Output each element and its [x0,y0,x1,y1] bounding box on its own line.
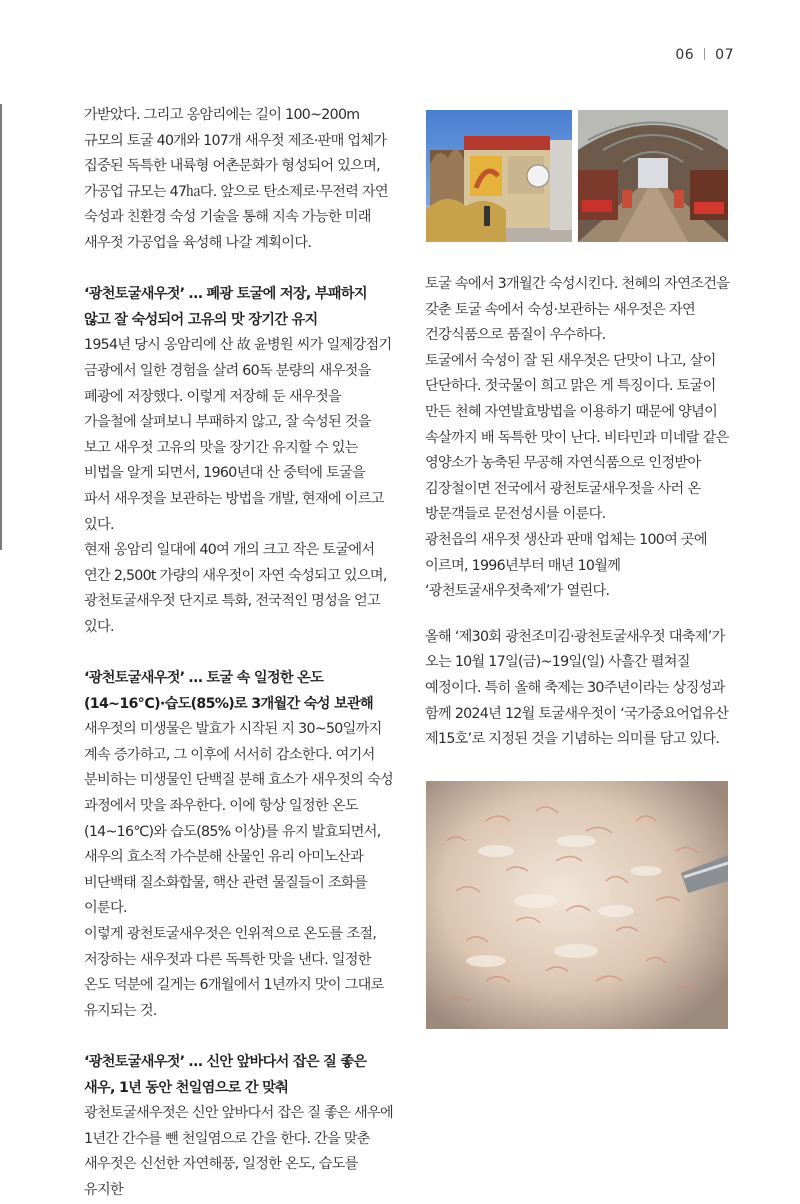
right-column [425,272,731,753]
right-paragraph-1: 토굴 속에서 3개월간 숙성시킨다. 천혜의 자연조건을 갖춘 토굴 속에서 숙성·보관하는 새우젓은 자연 건강식품으로 품질이 우수하다. [425,276,730,344]
section3-paragraph-1: 광천토굴새우젓은 신안 앞바다서 잡은 질 좋은 새우에 1년간 간수를 뺀 천일염으로 간을 한다. 간을 맞춘 새우젓은 신선한 자연해풍, 일정한 온도, 습도를 유지한 [84,1105,393,1198]
page-number-left: 06 [675,47,695,63]
section1-paragraph-1: 1954년 당시 옹암리에 산 故 윤병원 씨가 일제강점기 금광에서 일한 경험을 살려 60독 분량의 새우젓을 폐광에 저장했다. 이렇게 저장해 둔 새우젓을 가을철에 살펴보니 부패하지 않고, 잘 숙성된 것을 보고 새우젓 고유의 맛을 장기간 유지할 수 있는 비법을 알게 되면서, 1960년대 산 중턱에 토굴을 파서 새우젓을 보관하는 방법을 개발, 현재에 이르고 있다. [84,337,392,533]
section1-paragraph-2: 현재 옹암리 일대에 40여 개의 크고 작은 토굴에서 연간 2,500t 가량의 새우젓이 자연 숙성되고 있으며, 광천토굴새우젓 단지로 특화, 전국적인 명성을 얻고 있다. [84,542,387,635]
right-paragraph-2: 토굴에서 숙성이 잘 된 새우젓은 단맛이 나고, 살이 단단하다. 젓국물이 희고 맑은 게 특징이다. 토굴이 만든 천혜 자연발효방법을 이용하기 때문에 양념이 속살까지 배 독특한 맛이 난다. 비타민과 미네랄 같은 영양소가 농축된 무공해 자연식품으로 인정받아 김장철이면 전국에서 광천토굴새우젓을 사러 온 방문객들로 문전성시를 이룬다. [425,352,729,523]
section1-heading: ‘광천토굴새우젓’ … 폐광 토굴에 저장, 부패하지 않고 잘 숙성되어 고유의 맛 장기간 유지 [84,286,367,328]
page-number-right: 07 [715,47,734,63]
market-photo [578,110,728,242]
margin-rule [0,104,2,550]
section3-heading: ‘광천토굴새우젓’ … 신안 앞바다서 잡은 질 좋은 새우, 1년 동안 천일염으로 간 맞춰 [84,1053,367,1096]
page-number [675,47,734,63]
page-number-divider [704,48,705,60]
museum-photo [426,110,572,242]
section2-paragraph-2: 이렇게 광천토굴새우젓은 인위적으로 온도를 조절, 저장하는 새우젓과 다른 독특한 맛을 낸다. 일정한 온도 덕분에 길게는 6개월에서 1년까지 맛이 그대로 유지되는 것. [84,926,384,1019]
right-paragraph-4: 올해 ‘제30회 광천조미김·광천토굴새우젓 대축제’가 오는 10월 17일(금)~19일(일) 사흘간 펼쳐질 예정이다. 특히 올해 축제는 30주년이라는 상징성과 함께 2024년 12월 토굴새우젓이 ‘국가중요어업유산 제15호’로 지정된 것을 기념하는 의미를 담고 있다. [425,628,729,748]
right-paragraph-3: 광천읍의 새우젓 생산과 판매 업체는 100여 곳에 이르며, 1996년부터 매년 10월께 ‘광천토굴새우젓축제’가 열린다. [425,531,707,600]
intro-paragraph: 가받았다. 그리고 옹암리에는 길이 100~200m 규모의 토굴 40개와 107개 새우젓 제조·판매 업체가 집중된 독특한 내륙형 어촌문화가 형성되어 있으며, 가공업 규모는 47㏊다. 앞으로 탄소제로·무전력 자연 숙성과 친환경 숙성 기술을 통해 지속 가능한 미래 새우젓 가공업을 육성해 나갈 계획이다. [84,107,388,251]
section2-paragraph-1: 새우젓의 미생물은 발효가 시작된 지 30~50일까지 계속 증가하고, 그 이후에 서서히 감소한다. 여기서 분비하는 미생물인 단백질 분해 효소가 새우젓의 숙성 과정에서 맛을 좌우한다. 이에 항상 일정한 온도(14~16℃)와 습도(85% 이상)를 유지 발효되면서, 새우의 효소적 가수분해 산물인 유리 아미노산과 비단백태 질소화합물, 핵산 관련 물질들이 조화를 이룬다. [84,721,393,917]
salted-shrimp-photo [426,781,728,1029]
left-column [84,103,394,1204]
section2-heading: ‘광천토굴새우젓’ … 토굴 속 일정한 온도(14~16℃)·습도(85%)로 3개월간 숙성 보관해 [84,670,373,712]
